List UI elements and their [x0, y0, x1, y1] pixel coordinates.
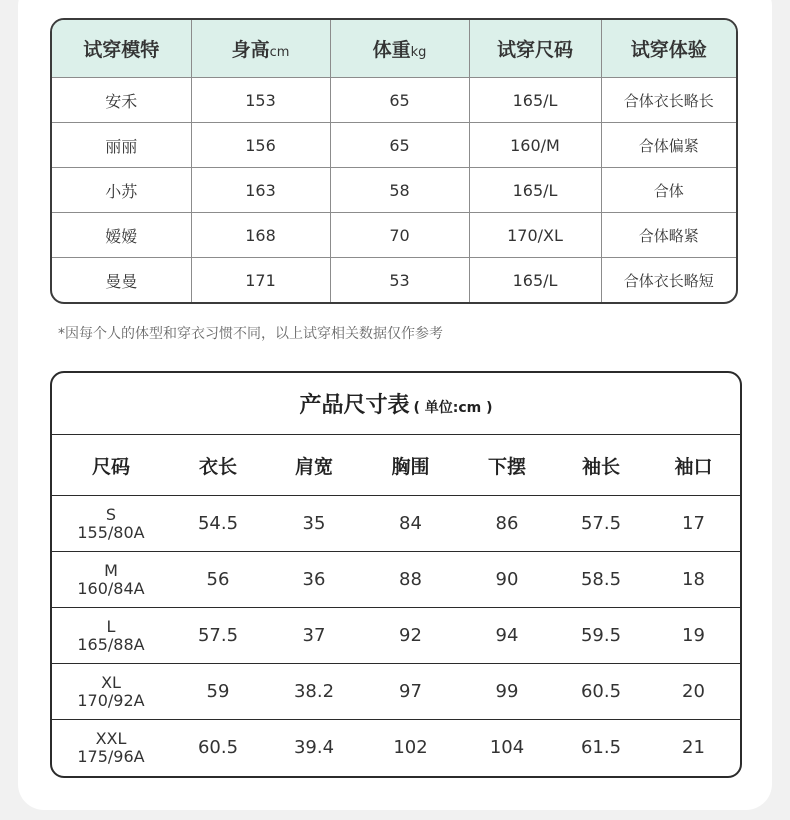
tryon-header-model: 试穿模特	[52, 20, 191, 78]
size-cell: M 160/84A	[52, 552, 170, 608]
shoulder-cell: 35	[266, 496, 362, 552]
model-experience: 合体	[601, 168, 736, 213]
size-header-cuff: 袖口	[647, 435, 740, 496]
model-weight: 58	[330, 168, 469, 213]
tryon-header-weight: 体重kg	[330, 20, 469, 78]
size-header-row	[52, 435, 740, 496]
model-name: 曼曼	[52, 258, 191, 303]
hem-cell: 104	[489, 737, 525, 758]
model-experience: 合体衣长略长	[601, 78, 736, 123]
tryon-table	[50, 18, 738, 304]
size-cell: S 155/80A	[52, 496, 170, 552]
tryon-header-experience: 试穿体验	[601, 20, 736, 78]
size-header-length: 衣长	[170, 435, 266, 496]
table-row	[52, 496, 740, 552]
model-size: 170/XL	[469, 213, 601, 258]
chest-cell: 92	[362, 608, 459, 664]
cuff-cell: 18	[647, 552, 740, 608]
model-height: 153	[191, 78, 330, 123]
model-name: 小苏	[52, 168, 191, 213]
table-row	[52, 78, 736, 123]
table-row	[52, 608, 740, 664]
disclaimer-note: *因每个人的体型和穿衣习惯不同，以上试穿相关数据仅作参考	[58, 326, 443, 342]
model-size: 165/L	[469, 258, 601, 303]
model-size: 165/L	[469, 78, 601, 123]
length-cell: 59	[170, 664, 266, 720]
cuff-cell: 20	[647, 664, 740, 720]
sleeve-cell: 60.5	[555, 664, 647, 720]
shoulder-cell: 37	[266, 608, 362, 664]
shoulder-cell: 39.4	[293, 737, 335, 758]
size-chart-unit: ( 单位:cm )	[413, 400, 493, 416]
table-row	[52, 213, 736, 258]
table-row	[52, 720, 740, 776]
sleeve-cell: 61.5	[580, 737, 622, 758]
size-cell: XXL 175/96A	[77, 728, 145, 766]
sleeve-cell: 59.5	[555, 608, 647, 664]
model-name: 安禾	[52, 78, 191, 123]
chest-cell: 88	[362, 552, 459, 608]
cuff-cell: 21	[682, 737, 705, 758]
size-chart	[50, 371, 742, 778]
chest-cell: 97	[362, 664, 459, 720]
size-header-shoulder: 肩宽	[266, 435, 362, 496]
size-cell: L 165/88A	[52, 608, 170, 664]
model-experience: 合体衣长略短	[623, 271, 714, 290]
sleeve-cell: 57.5	[555, 496, 647, 552]
model-name: 丽丽	[52, 123, 191, 168]
table-row	[52, 168, 736, 213]
model-size: 165/L	[469, 168, 601, 213]
hem-cell: 94	[459, 608, 555, 664]
model-height: 163	[191, 168, 330, 213]
chest-cell: 102	[393, 737, 428, 758]
size-header-size: 尺码	[52, 435, 170, 496]
model-name: 嫒嫒	[52, 213, 191, 258]
size-header-chest: 胸围	[362, 435, 459, 496]
model-experience: 合体偏紧	[601, 123, 736, 168]
tryon-header-size: 试穿尺码	[469, 20, 601, 78]
length-cell: 60.5	[197, 737, 239, 758]
model-experience: 合体略紧	[601, 213, 736, 258]
model-weight: 65	[330, 123, 469, 168]
model-weight: 53	[330, 258, 469, 303]
table-row	[52, 123, 736, 168]
length-cell: 56	[170, 552, 266, 608]
table-row	[52, 258, 736, 303]
length-cell: 54.5	[170, 496, 266, 552]
tryon-header-row	[52, 20, 736, 78]
model-height: 168	[191, 213, 330, 258]
model-height: 156	[191, 123, 330, 168]
hem-cell: 90	[459, 552, 555, 608]
sleeve-cell: 58.5	[555, 552, 647, 608]
model-weight: 65	[330, 78, 469, 123]
cuff-cell: 19	[647, 608, 740, 664]
length-cell: 57.5	[170, 608, 266, 664]
size-header-hem: 下摆	[459, 435, 555, 496]
size-cell: XL 170/92A	[52, 664, 170, 720]
hem-cell: 99	[459, 664, 555, 720]
size-chart-title	[52, 373, 740, 435]
hem-cell: 86	[459, 496, 555, 552]
size-chart-title-text: 产品尺寸表	[299, 393, 410, 418]
shoulder-cell: 38.2	[266, 664, 362, 720]
tryon-header-height: 身高cm	[191, 20, 330, 78]
model-size: 160/M	[469, 123, 601, 168]
chest-cell: 84	[362, 496, 459, 552]
size-header-sleeve: 袖长	[555, 435, 647, 496]
model-height: 171	[191, 258, 330, 303]
cuff-cell: 17	[647, 496, 740, 552]
table-row	[52, 552, 740, 608]
model-weight: 70	[330, 213, 469, 258]
shoulder-cell: 36	[266, 552, 362, 608]
table-row	[52, 664, 740, 720]
